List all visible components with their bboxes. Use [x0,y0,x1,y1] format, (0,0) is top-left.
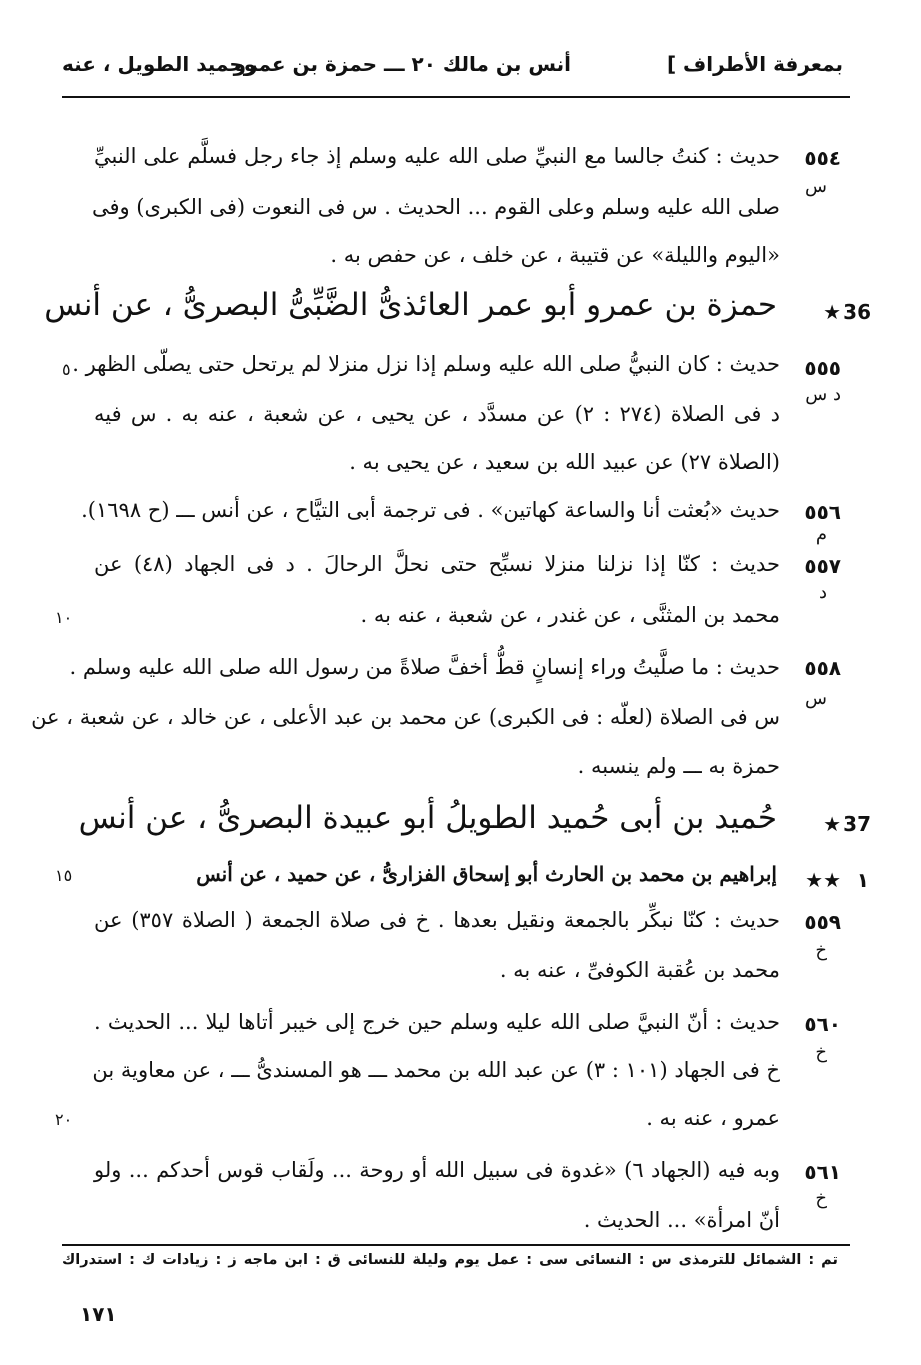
entry-number: ٥٥٧ [804,554,841,578]
entry-siglum: خ [815,940,827,961]
entry-line: عمرو ، عنه به . [646,1106,780,1130]
subheading-number: ١ [856,868,869,892]
entry-line: حديث : كان النبيُّ صلى الله عليه وسلم إذا نزل منزلا لم يرتحل حتى يصلّى الظهر . [72,352,780,376]
margin-line-number: ٥ [62,360,71,379]
entry-number: ٥٦٠ [804,1012,841,1036]
heading-number: 37 [843,812,871,836]
entry-number: ٥٥٤ [804,146,841,170]
entry-line: حديث : كنّا إذا نزلنا منزلا نسبِّح حتى نحلَّ الرحالَ . د فى الجهاد (٤٨) عن [94,552,780,576]
header-right: بمعرفة الأطراف ] [666,52,843,76]
entry-line: أنّ امرأة» ... الحديث . [583,1208,780,1232]
heading-number: 36 [843,300,871,324]
entry-siglum: د س [805,384,841,405]
entry-line: حمزة به ـــ ولم ينسبه . [577,754,780,778]
entry-line: خ فى الجهاد (١٠١ : ٣) عن عبد الله بن محمد ـــ هو المسندىُّ ـــ ، عن معاوية بن [92,1058,780,1082]
section-heading: حمزة بن عمرو أبو عمر العائذىُّ الضَّبِّىُّ البصرىُّ ، عن أنس [44,287,777,323]
footnote-abbreviations: تم : الشمائل للترمذى س : النسائى سى : عمل يوم وليلة للنسائى ق : ابن ماجه ز : زيادات ك : استدراك [62,1252,838,1268]
footnote-rule [62,1244,850,1246]
entry-siglum: س [805,688,827,709]
entry-line: حديث : ما صلَّيتُ وراء إنسانٍ قطُّ أخفَّ صلاةً من رسول الله صلى الله عليه وسلم . [69,655,780,679]
entry-siglum: خ [815,1188,827,1209]
entry-siglum: خ [815,1042,827,1063]
entry-number: ٥٥٦ [804,500,841,524]
entry-line: س فى الصلاة (لعلّه : فى الكبرى) عن محمد بن عبد الأعلى ، عن خالد ، عن شعبة ، عن [31,705,780,729]
margin-line-number: ٢٠ [55,1110,73,1129]
entry-line: محمد بن عُقبة الكوفىِّ ، عنه به . [499,958,780,982]
heading-star: ★ [823,812,841,836]
entry-line: «اليوم والليلة» عن قتيبة ، عن خلف ، عن حفص به . [330,243,780,267]
entry-line: حديث : كنتُ جالسا مع النبيِّ صلى الله عليه وسلم إذ جاء رجل فسلَّم على النبيِّ [94,144,780,168]
entry-line: صلى الله عليه وسلم وعلى القوم ... الحديث . س فى النعوت (فى الكبرى) وفى [91,195,780,219]
entry-number: ٥٥٨ [804,656,841,680]
entry-line: حديث : كنّا نبكِّر بالجمعة ونقيل بعدها . خ فى صلاة الجمعة ( الصلاة ٣٥٧) عن [94,908,780,932]
margin-line-number: ١٥ [55,866,73,885]
entry-line: حديث «بُعثت أنا والساعة كهاتين» . فى ترجمة أبى التيَّاح ، عن أنس ـــ (ح ١٦٩٨). [81,498,780,522]
entry-line: د فى الصلاة (٢٧٤ : ٢) عن مسدَّد ، عن يحيى ، عن شعبة ، عنه به . س فيه [94,402,780,426]
entry-line: حديث : أنّ النبيَّ صلى الله عليه وسلم حين خرج إلى خيبر أتاها ليلا ... الحديث . [94,1010,780,1034]
subheading-stars: ★★ [805,868,841,892]
margin-line-number: ١٠ [55,608,73,627]
heading-star: ★ [823,300,841,324]
entry-line: (الصلاة ٢٧) عن عبيد الله بن سعيد ، عن يحيى به . [349,450,780,474]
entry-number: ٥٦١ [804,1160,841,1184]
header-left: وحميد الطويل ، عنه [62,52,257,76]
entry-siglum: س [805,176,827,197]
header-rule [62,96,850,98]
subheading: إبراهيم بن محمد بن الحارث أبو إسحاق الفزارىُّ ، عن حميد ، عن أنس [196,862,777,886]
entry-number: ٥٥٩ [804,910,841,934]
header-center: أنس بن مالك ٢٠ ـــ حمزة بن عمرو [233,52,571,76]
entry-line: محمد بن المثنَّى ، عن غندر ، عن شعبة ، عنه به . [360,603,780,627]
entry-number: ٥٥٥ [804,356,841,380]
section-heading: حُميد بن أبى حُميد الطويلُ أبو عبيدة البصرىُّ ، عن أنس [78,800,777,836]
page-number: ١٧١ [80,1302,117,1326]
entry-line: وبه فيه (الجهاد ٦) «غدوة فى سبيل الله أو روحة ... ولَقاب قوس أحدكم ... ولو [94,1158,780,1182]
entry-siglum: م [815,524,827,545]
entry-siglum: د [818,582,827,603]
